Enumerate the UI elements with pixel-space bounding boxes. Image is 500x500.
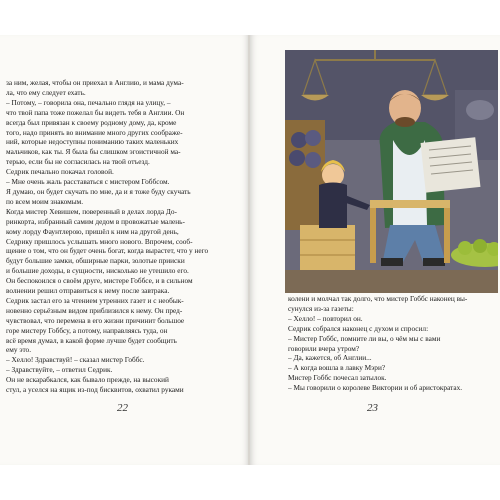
- left-page-text: [6, 78, 244, 395]
- text-line: Седрику пришлось услышать много нового. Впрочем, сооб-: [6, 236, 193, 246]
- text-line: по всем моим знакомым.: [6, 196, 84, 206]
- text-line: – Потому, – говорила она, печально глядя на улицу, –: [6, 97, 171, 107]
- left-page: [0, 35, 249, 465]
- right-page: [250, 35, 500, 465]
- text-line: за ним, желая, чтобы он приехал в Англию, и мама дума-: [6, 78, 184, 87]
- page-number: 23: [367, 402, 378, 414]
- text-line: ему это.: [6, 345, 32, 355]
- text-line: мальчиков, как ты. Я была бы слишком эгоистичной ма-: [6, 147, 181, 157]
- text-line: горе мистеру Гоббсу, а потому, направляясь туда, он: [6, 325, 168, 335]
- text-line: – Хелло! Здравствуй! – сказал мистер Гоббс.: [6, 355, 145, 365]
- text-line: Когда мистер Хевишем, поверенный в делах лорда До-: [6, 206, 177, 216]
- text-line: кому лорду Фаунтлерою, пришёл к ним на другой день,: [6, 226, 179, 236]
- right-page-text: [288, 294, 498, 393]
- text-line: ринкорта, избранный самим дедом в провожатые малень-: [6, 216, 185, 226]
- text-line: – А когда вошла в лавку Мэри?: [288, 363, 386, 373]
- text-line: – Хелло! – повторил он.: [288, 313, 363, 323]
- text-line: Он не вскарабкался, как бывало прежде, на высокий: [6, 375, 169, 385]
- text-line: – Мистер Гоббс, помните ли вы, о чём мы с вами: [288, 333, 441, 343]
- text-line: всегда был привязан к своему родному дому, да, кроме: [6, 117, 177, 127]
- text-line: ла, что ему следует ехать.: [6, 87, 86, 97]
- text-line: – Да, кажется, об Англии...: [288, 353, 372, 363]
- text-line: того, надо принять во внимание много других соображе-: [6, 127, 183, 137]
- text-line: щение о том, что он будет очень богат, когда вырастет, что у него: [6, 246, 209, 256]
- text-line: всё время думал, в какой форме лучше будет сообщить: [6, 335, 177, 345]
- text-line: новенно серьёзным видом приблизился к нему. Он пред-: [6, 305, 183, 315]
- text-line: что твой папа тоже пожелал бы видеть тебя в Англии. Он: [6, 107, 185, 117]
- text-line: сунулся из-за газеты:: [288, 303, 354, 313]
- page-number: 22: [117, 402, 128, 414]
- text-line: Он беспокоился о своём друге, мистере Гоббсе, и в сильном: [6, 276, 193, 286]
- text-line: и большие доходы, в сущности, нисколько не утешило его.: [6, 266, 189, 276]
- text-line: Мистер Гоббс почесал затылок.: [288, 373, 387, 383]
- text-line: Седрик собрался наконец с духом и спросил:: [288, 323, 429, 333]
- illustration: [285, 50, 498, 293]
- text-line: Я думаю, он будет скучать по мне, да и я тоже буду скучать: [6, 186, 191, 196]
- text-line: Седрик застал его за чтением утренних газет и с необык-: [6, 295, 184, 305]
- text-line: волнении решил отправиться к нему после завтрака.: [6, 286, 170, 296]
- text-line: колени и молчал так долго, что мистер Гоббс наконец вы-: [288, 294, 468, 303]
- text-line: стул, а уселся на ящик из-под бисквитов, охватил руками: [6, 385, 184, 395]
- text-line: чувствовал, что перемена в его жизни причинит большое: [6, 315, 185, 325]
- text-line: говорили вчера утром?: [288, 343, 360, 353]
- text-line: – Мы говорили о королеве Виктории и об аристократах.: [288, 383, 463, 393]
- book-spread: [0, 35, 500, 465]
- illustration-store-scene: [285, 50, 498, 293]
- text-line: – Мне очень жаль расставаться с мистером Гоббсом.: [6, 177, 170, 187]
- text-line: терью, если бы не согласилась на твой отъезд.: [6, 157, 150, 167]
- text-line: будут большие замки, обширные парки, золотые прииски: [6, 256, 185, 266]
- text-line: Седрик печально покачал головой.: [6, 167, 114, 177]
- text-line: ний, которые недоступны пониманию таких маленьких: [6, 137, 179, 147]
- text-line: – Здравствуйте, – ответил Седрик.: [6, 365, 113, 375]
